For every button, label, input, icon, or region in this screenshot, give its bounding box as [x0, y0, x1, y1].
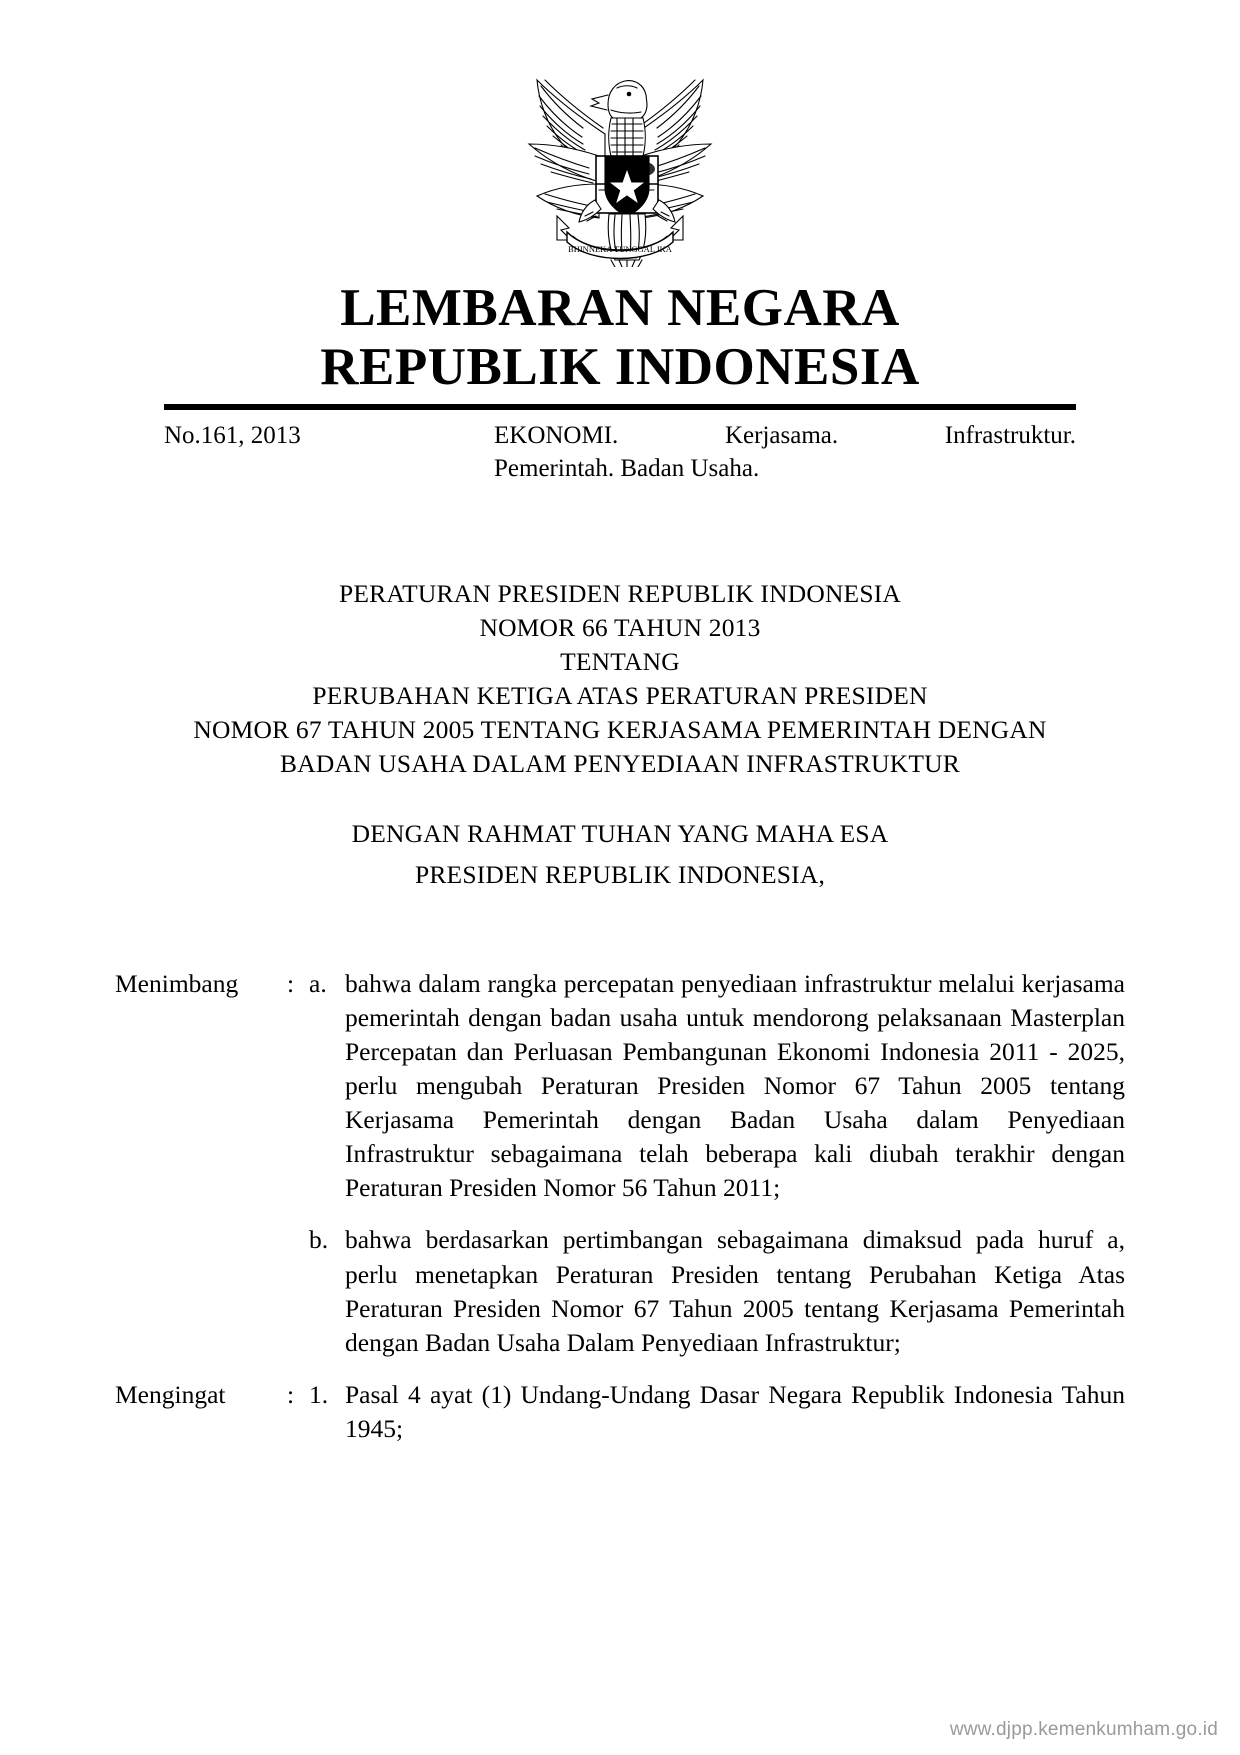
regulation-title-line-1: PERATURAN PRESIDEN REPUBLIK INDONESIA [338, 579, 902, 609]
masthead-divider [164, 404, 1076, 410]
masthead-line-1: LEMBARAN NEGARA [340, 279, 900, 337]
clause-spacer [115, 1205, 1125, 1223]
garuda-pancasila-emblem [495, 52, 745, 267]
considering-text-a: bahwa dalam rangka percepatan penyediaan infrastruktur melalui kerjasama pemerintah dengan badan usaha untuk mendorong pelaksanaan Masterplan Percepatan dan Perluasan Pembangunan Ekonomi Indonesia 2011 - 2025, perlu mengubah Peraturan Presiden Nomor 67 Tahun 2005 tentang Kerjasama Pemerintah dengan Badan Usaha dalam Penyediaan Infrastruktur sebagaimana telah beberapa kali diubah terakhir dengan Peraturan Presiden Nomor 56 Tahun 2011; [345, 969, 1125, 1203]
regulation-title-line-5: NOMOR 67 TAHUN 2005 TENTANG KERJASAMA PEMERINTAH DENGAN [193, 714, 1047, 744]
header-meta [164, 419, 1076, 486]
clauses-section [115, 967, 1125, 1445]
recalling-item-1 [115, 1378, 1125, 1446]
recalling-label: Mengingat [115, 1379, 226, 1409]
considering-marker-b: b. [309, 1225, 329, 1255]
considering-item-a [115, 967, 1125, 1205]
invocation-line-1: DENGAN RAHMAT TUHAN YANG MAHA ESA [351, 818, 889, 848]
recalling-colon: : [287, 1379, 295, 1409]
subject-keywords [494, 419, 1076, 486]
considering-marker-a: a. [309, 969, 327, 999]
emblem-container [0, 0, 1240, 267]
subject-keywords-line-2: Pemerintah. Badan Usaha. [494, 454, 760, 482]
recalling-text-1: Pasal 4 ayat (1) Undang-Undang Dasar Negara Republik Indonesia Tahun 1945; [345, 1379, 1125, 1443]
recalling-marker-1: 1. [309, 1379, 329, 1409]
considering-label: Menimbang [115, 969, 239, 999]
masthead-line-2: REPUBLIK INDONESIA [320, 338, 920, 397]
invocation-block [120, 813, 1120, 896]
considering-item-b [115, 1223, 1125, 1359]
clause-spacer-2 [115, 1360, 1125, 1378]
emblem-motto-text: BHINNEKA TUNGGAL IKA [568, 244, 672, 254]
footer-watermark: www.djpp.kemenkumham.go.id [949, 1719, 1218, 1740]
regulation-title-line-3: TENTANG [560, 647, 680, 677]
masthead [0, 279, 1240, 398]
invocation-line-2: PRESIDEN REPUBLIK INDONESIA, [414, 859, 826, 889]
regulation-title-line-4: PERUBAHAN KETIGA ATAS PERATURAN PRESIDEN [312, 680, 928, 710]
regulation-title-line-6: BADAN USAHA DALAM PENYEDIAAN INFRASTRUKTUR [280, 748, 960, 778]
gazette-number: No.161, 2013 [164, 421, 301, 449]
regulation-title-line-2: NOMOR 66 TAHUN 2013 [479, 613, 761, 643]
considering-text-b: bahwa berdasarkan pertimbangan sebagaimana dimaksud pada huruf a, perlu menetapkan Peraturan Presiden tentang Perubahan Ketiga Atas Peraturan Presiden Nomor 67 Tahun 2005 tentang Kerjasama Pemerintah dengan Badan Usaha Dalam Penyediaan Infrastruktur; [345, 1225, 1125, 1357]
considering-colon: : [287, 969, 295, 999]
subject-keywords-line-1: EKONOMI. Kerjasama. Infrastruktur. [494, 421, 1076, 449]
regulation-title-block [120, 577, 1120, 780]
